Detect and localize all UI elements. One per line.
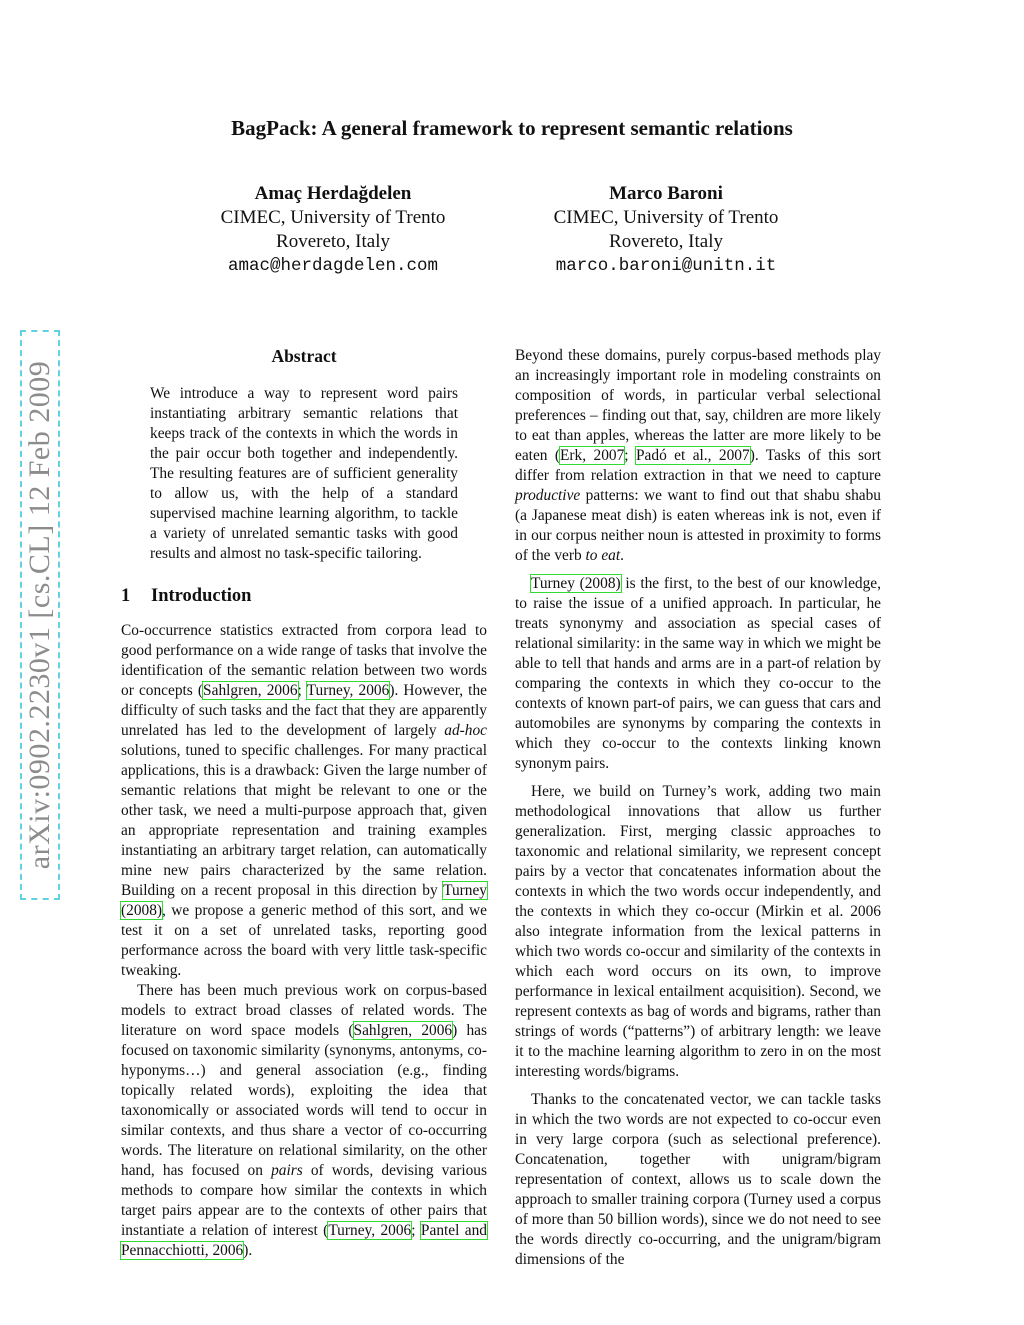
author-email: amac@herdagdelen.com: [227, 256, 439, 276]
section-number: 1: [121, 586, 131, 606]
arxiv-stamp: [20, 330, 60, 900]
author-name: Amaç Herdağdelen: [254, 183, 412, 204]
paragraph: Here, we build on Turney’s work, adding two main methodological innovations that allow us further generalization. First, merging classic approaches to taxonomic and relational similarity, we represent concept pairs by a vector that concatenates information about the contexts in which the two words occur independently, and the contexts in which they co-occur (Mirkin et al. 2006 also integrate information from the lexical patterns in which two words co-occur and similarity of the contexts in which each word occurs on its own, to improve performance in lexical entailment acquisition). Second, we represent contexts as bag of words and bigrams, rather than strings of words (“patterns”) of arbitrary length: we leave it to the machine learning algorithm to zero in on the most interesting words/bigrams.: [515, 783, 881, 1080]
author-location: Rovereto, Italy: [609, 231, 723, 252]
paper-title: BagPack: A general framework to represent semantic relations: [231, 116, 793, 140]
citation-link[interactable]: Erk, 2007: [560, 447, 625, 464]
author-affiliation: CIMEC, University of Trento: [553, 207, 779, 228]
citation-link[interactable]: Pantel and Pennacchiotti, 2006: [121, 1222, 488, 1259]
citation-link[interactable]: Sahlgren, 2006: [353, 1022, 453, 1039]
author-name: Marco Baroni: [609, 183, 723, 204]
citation-link[interactable]: Turney (2008): [531, 575, 621, 592]
author-email: marco.baroni@unitn.it: [555, 256, 777, 276]
author-block-1: [168, 182, 498, 278]
arxiv-stamp-text: arXiv:0902.2230v1 [cs.CL] 12 Feb 2009: [23, 360, 56, 870]
right-column: [515, 346, 881, 1270]
paragraph: Co-occurrence statistics extracted from corpora lead to good performance on a wide range of tasks that involve the identification of the semantic relation between two words or concepts (Sahlgren, 2006; Turney, 2006). However, the difficulty of such tasks and the fact that they are apparently unrelated has led to the development of largely ad-hoc solutions, tuned to specific challenges. For many practical applications, this is a drawback: Given the large number of semantic relations that might be relevant to one or the other task, we need a multi-purpose approach that, given an appropriate representation and training examples instantiating an arbitrary target relation, can automatically mine new pairs characterized by the same relation. Building on a recent proposal in this direction by Turney (2008), we propose a generic method of this sort, and we test it on a set of unrelated tasks, reporting good performance across the board with very little task-specific tweaking.: [121, 622, 487, 979]
paragraph: Turney (2008) is the first, to the best of our knowledge, to raise the issue of a unified approach. In particular, he treats synonymy and association as special cases of relational similarity: in the same way in which we might be able to tell that hands and arms are in a part-of relation by comparing the contexts in which they co-occur to the contexts of known part-of pairs, we can guess that cars and automobiles are synonyms by comparing the contexts in which they co-occur to the contexts linking known synonym pairs.: [515, 575, 881, 772]
section-title: Introduction: [151, 586, 252, 606]
abstract-heading: Abstract: [271, 346, 337, 366]
citation-link[interactable]: Turney, 2006: [328, 1222, 412, 1239]
author-affiliation: CIMEC, University of Trento: [220, 207, 446, 228]
citation-link[interactable]: Sahlgren, 2006: [203, 682, 298, 699]
abstract-text: We introduce a way to represent word pairs instantiating arbitrary semantic relations that keeps track of the contexts in which the words in the pair occur both together and independently. The resulting features are of sufficient generality to allow us, with the help of a standard supervised machine learning algorithm, to tackle a variety of unrelated semantic tasks with good results and almost no task-specific tailoring.: [150, 385, 458, 562]
left-column: [121, 346, 487, 1261]
citation-link[interactable]: Turney, 2006: [306, 682, 390, 699]
paragraph: There has been much previous work on corpus-based models to extract broad classes of related words. The literature on word space models (Sahlgren, 2006) has focused on taxonomic similarity (synonyms, antonyms, co-hyponyms…) and general association (e.g., finding topically related words), exploiting the idea that taxonomically or associated words will tend to occur in similar contexts, and thus share a vector of co-occurring words. The literature on relational similarity, on the other hand, has focused on pairs of words, devising various methods to compare how similar the contexts in which target pairs appear are to the contexts of other pairs that instantiate a relation of interest (Turney, 2006; Pantel and Pennacchiotti, 2006).: [121, 982, 488, 1259]
paragraph: Beyond these domains, purely corpus-based methods play an increasingly important role in modeling constraints on composition of words, in particular verbal selectional preferences – finding out that, say, children are more likely to eat than apples, whereas the latter are more likely to be eaten (Erk, 2007; Padó et al., 2007). Tasks of this sort differ from relation extraction in that we need to capture productive patterns: we want to find out that shabu shabu (a Japanese meat dish) is eaten whereas ink is not, even if in our corpus neither noun is attested in proximity to forms of the verb to eat.: [515, 347, 882, 564]
author-location: Rovereto, Italy: [276, 231, 390, 252]
citation-link[interactable]: Padó et al., 2007: [635, 447, 750, 464]
paragraph: Thanks to the concatenated vector, we can tackle tasks in which the two words are not expected to co-occur even in very large corpora (such as selectional preference). Concatenation, together with unigram/bigram representation of context, allows us to scale down the approach to smaller training corpora (Turney used a corpus of more than 50 billion words), since we do not need to see the words directly co-occurring, and the unigram/bigram dimensions of the: [515, 1091, 881, 1268]
citation-link[interactable]: Turney (2008): [121, 882, 487, 919]
author-block-2: [501, 182, 831, 278]
section-heading: [121, 586, 487, 606]
